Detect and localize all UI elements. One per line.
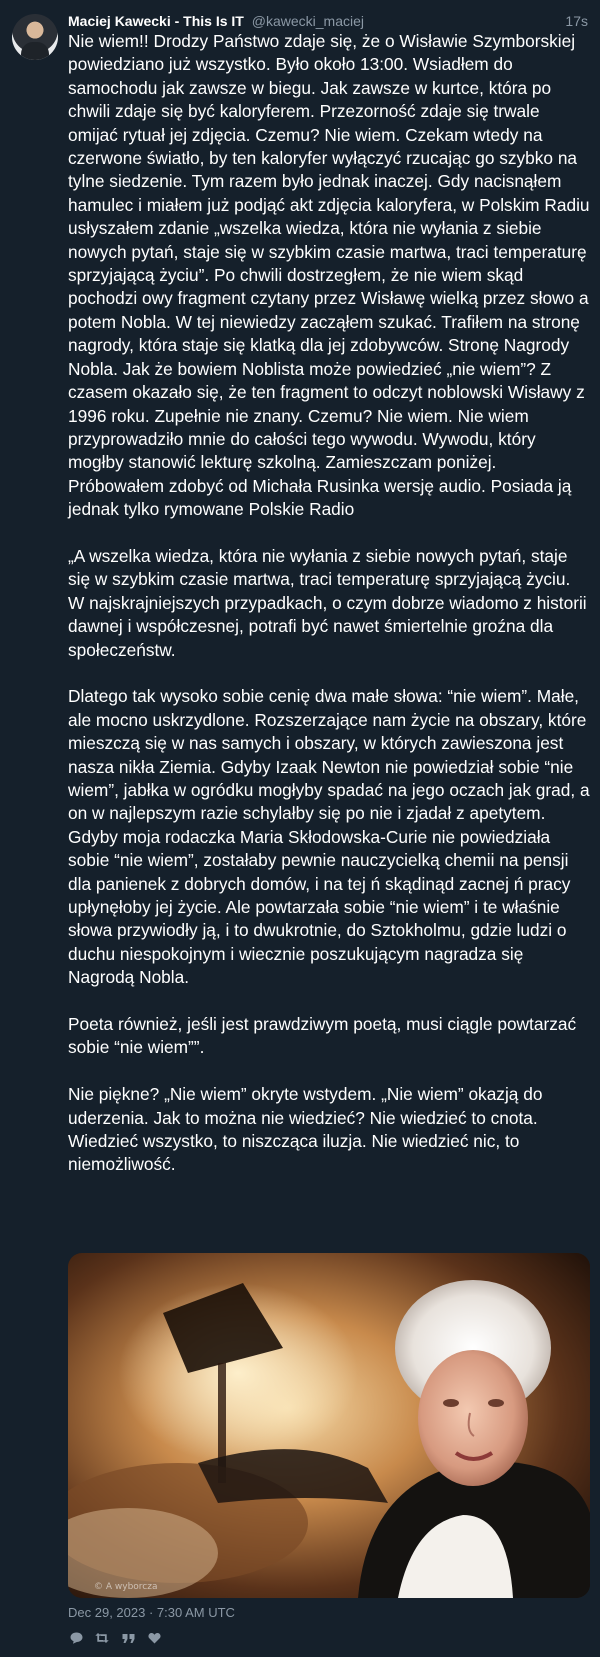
tweet-paragraph: Nie wiem!! Drodzy Państwo zdaje się, że o Wisławie Szymborskiej powiedziano już wszystko. Było około 13:00. Wsiadłem do samochodu jak zawsze w biegu. Jak zawsze w kurtce, która po chwili zdaje się być kaloryferem. Przezorność zdaje się trwale omijać rytuał jej zdjęcia. Czemu? Nie wiem. Czekam wtedy na czerwone światło, by ten kaloryfer wyłączyć rzucając go szybko na tylne siedzenie. Tym razem było jednak inaczej. Gdy nacisnąłem hamulec i miałem już podjąć akt zdjęcia kaloryfera, w Polskim Radiu usłyszałem zdanie „wszelka wiedza, która nie wyłania z siebie nowych pytań, staje się w szybkim czasie martwa, traci temperaturę sprzyjającą życiu”. Po chwili dostrzegłem, że nie wiem skąd pochodzi owy fragment czytany przez Wisławę wielką przez słowo a potem Nobla. W tej niewiedzy zacząłem szukać. Trafiłem na stronę nagrody, która staje się klatką dla jej zdobywców. Stronę Nagrody Nobla. Jak że bowiem Noblista może powiedzieć „nie wiem”? Z czasem okazało się, że ten fragment to odczyt noblowski Wisławy z 1996 roku. Zupełnie nie znany. Czemu? Nie wiem. Nie wiem przyprowadziło mnie do całości tego wywodu. Wywodu, który mogłby stanowić lekturę szkolną. Zamieszczam poniżej. Próbowałem zdobyć od Michała Rusinka wersję audio. Posiada ją jednak tylko rymowane Polskie Radio <box>68 31 590 520</box>
tweet-paragraph: Dlatego tak wysoko sobie cenię dwa małe słowa: “nie wiem”. Małe, ale mocno uskrzydlone. Rozszerzające nam życie na obszary, które mieszczą się w nas samych i obszary, w których zawieszona jest nasza nikła Ziemia. Gdyby Izaak Newton nie powiedział sobie “nie wiem”, jabłka w ogródku mogłyby spadać na jego oczach jak grad, a on w najlepszym razie schylałby się po nie i zjadał z apetytem. Gdyby moja rodaczka Maria Skłodowska-Curie nie powiedziała sobie “nie wiem”, zostałaby pewnie nauczycielką chemii na pensji dla panienek z dobrych domów, i na tej ń skądinąd zacnej ń pracy upłynęłoby jej życie. Ale powtarzała sobie “nie wiem” i te właśnie słowa przywiodły ją, i to dwukrotnie, do Sztokholmu, gdzie ludzi o duchu niespokojnym i wiecznie poszukującym nagradza się Nagrodą Nobla. <box>68 686 590 988</box>
avatar[interactable] <box>12 14 58 60</box>
tweet-paragraph: „A wszelka wiedza, która nie wyłania z siebie nowych pytań, staje się w szybkim czasie martwa, traci temperaturę sprzyjającą życiu. W najskrajniejszych przypadkach, o czym dobrze wiadomo z historii dawnej i współczesnej, potrafi być nawet śmiertelnie groźna dla społeczeństw. <box>68 545 587 660</box>
tweet-date[interactable]: Dec 29, 2023 · 7:30 AM UTC <box>68 1605 235 1620</box>
author-handle[interactable]: @kawecki_maciej <box>251 13 364 29</box>
tweet-content <box>68 30 590 1177</box>
tweet-photo[interactable] <box>68 1253 590 1598</box>
quote-icon[interactable] <box>120 1630 136 1646</box>
tweet-time-ago[interactable]: 17s <box>565 13 588 29</box>
tweet-paragraph: Nie piękne? „Nie wiem” okryte wstydem. „Nie wiem” okazją do uderzenia. Jak to można nie wiedzieć? Nie wiedzieć to cnota. Wiedzieć wszystko, to niszcząca iluzja. Nie wiedzieć nic, to niemożliwość. <box>68 1084 543 1175</box>
portrait-photo <box>68 1253 590 1598</box>
tweet-actions <box>68 1630 162 1646</box>
like-icon[interactable] <box>146 1630 162 1646</box>
author-display-name[interactable]: Maciej Kawecki - This Is IT <box>68 13 244 29</box>
tweet-header <box>68 11 588 31</box>
photo-watermark: © A wyborcza <box>94 1582 158 1592</box>
tweet-paragraph: Poeta również, jeśli jest prawdziwym poetą, musi ciągle powtarzać sobie “nie wiem””. <box>68 1014 577 1058</box>
reply-icon[interactable] <box>68 1630 84 1646</box>
retweet-icon[interactable] <box>94 1630 110 1646</box>
